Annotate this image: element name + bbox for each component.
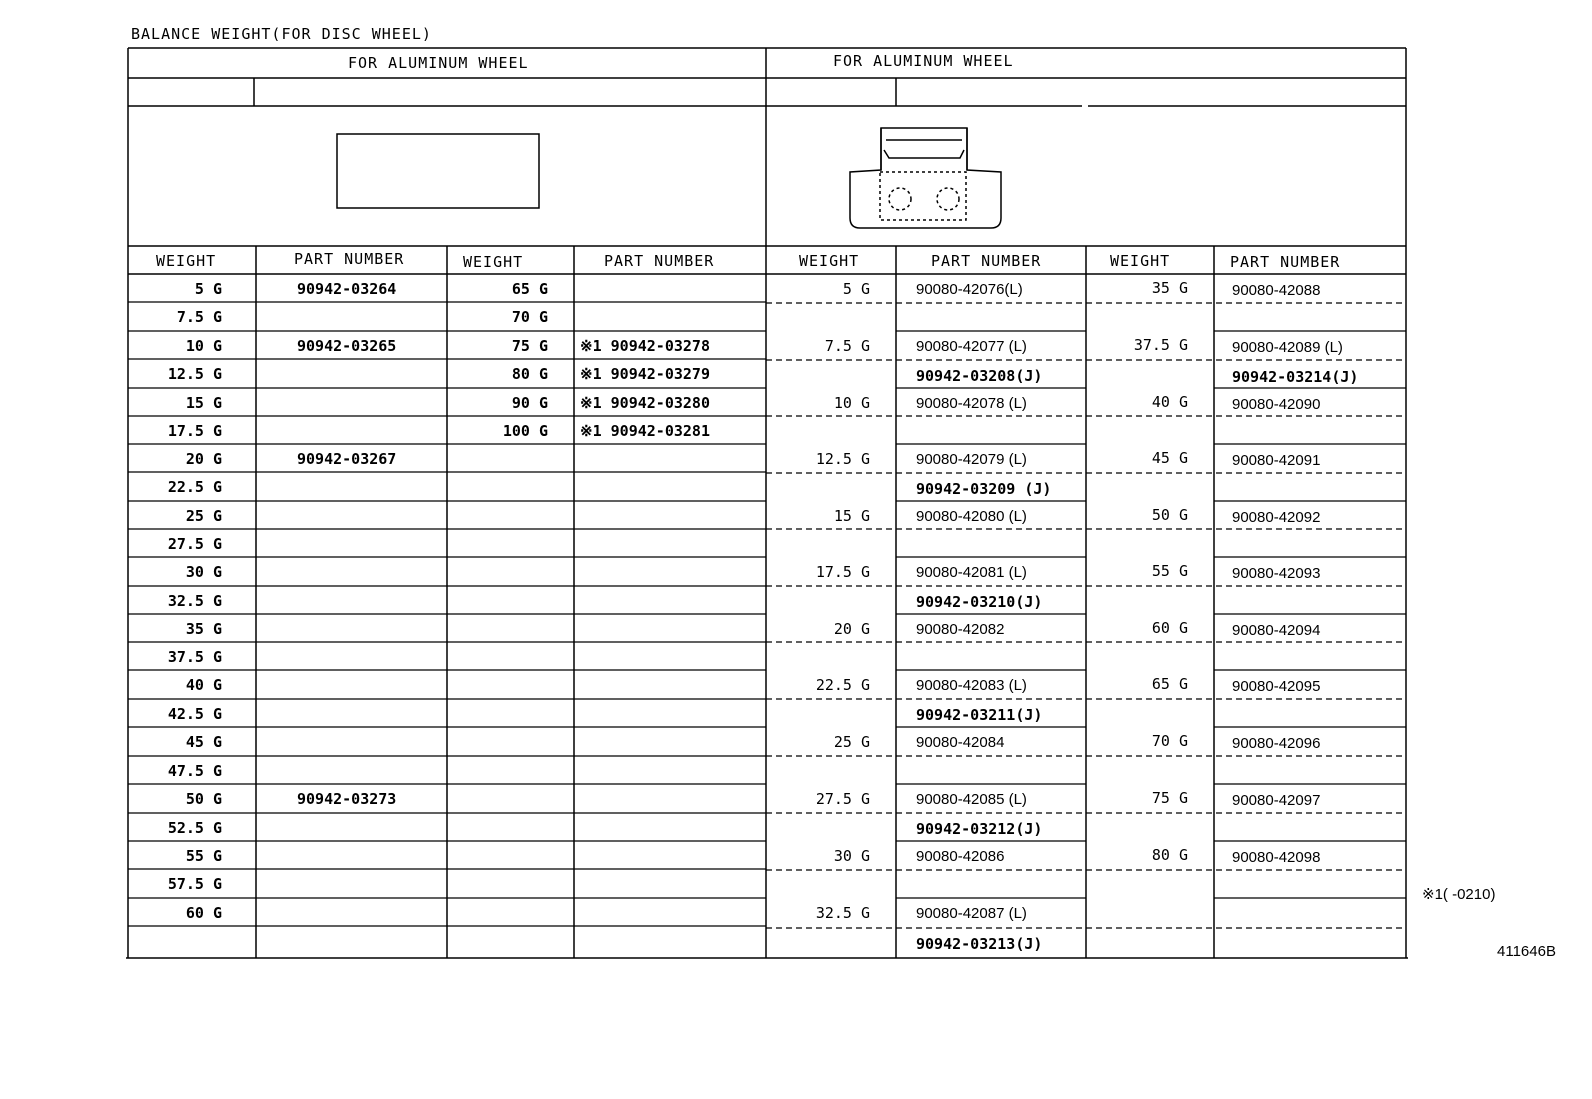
weight-cell: 100 G [502, 422, 548, 440]
col-header-part-number: PART NUMBER [294, 250, 405, 268]
part-number-cell: 90942-03210(J) [916, 593, 1043, 611]
part-number-cell: 90080-42084 [916, 734, 1005, 751]
weight-cell: 32.5 G [815, 904, 870, 922]
part-number-cell: 90080-42086 [916, 848, 1005, 865]
part-number-cell: 90080-42087 (L) [916, 905, 1027, 922]
weight-cell: 55 G [185, 847, 222, 865]
part-number-cell: 90942-03214(J) [1232, 368, 1359, 386]
weight-cell: 75 G [1151, 789, 1188, 807]
footnote: ※1( -0210) [1422, 886, 1496, 903]
weight-cell: 65 G [1151, 675, 1188, 693]
weight-cell: 5 G [842, 280, 870, 298]
part-number-cell: 90080-42096 [1232, 735, 1321, 752]
weight-cell: 27.5 G [815, 790, 870, 808]
weight-cell: 50 G [1151, 506, 1188, 524]
weight-cell: 40 G [1151, 393, 1188, 411]
part-number-cell: 90942-03267 [297, 450, 397, 468]
right-section-heading: FOR ALUMINUM WHEEL [833, 52, 1014, 70]
balance-weight-drawing [337, 134, 539, 208]
weight-cell: 22.5 G [167, 478, 222, 496]
weight-cell: 20 G [833, 620, 870, 638]
part-number-cell: 90942-03273 [297, 790, 397, 808]
weight-cell: 40 G [185, 676, 222, 694]
part-number-cell: 90942-03208(J) [916, 367, 1043, 385]
weight-cell: 42.5 G [167, 705, 222, 723]
weight-cell: 12.5 G [167, 365, 222, 383]
weight-cell: 75 G [511, 337, 548, 355]
col-header-part-number: PART NUMBER [604, 252, 715, 270]
weight-cell: 7.5 G [176, 308, 222, 326]
part-number-cell: 90080-42092 [1232, 509, 1321, 526]
weight-cell: 32.5 G [167, 592, 222, 610]
weight-cell: 17.5 G [815, 563, 870, 581]
weight-cell: 10 G [833, 394, 870, 412]
part-number-cell: 90080-42078 (L) [916, 395, 1027, 412]
weight-cell: 7.5 G [824, 337, 870, 355]
weight-cell: 20 G [185, 450, 222, 468]
col-header-weight: WEIGHT [156, 252, 217, 270]
weight-cell: 30 G [185, 563, 222, 581]
part-number-cell: 90942-03213(J) [916, 935, 1043, 953]
col-header-weight: WEIGHT [799, 252, 860, 270]
weight-cell: 27.5 G [167, 535, 222, 553]
part-number-cell: 90080-42097 [1232, 792, 1321, 809]
weight-cell: 60 G [185, 904, 222, 922]
weight-cell: 57.5 G [167, 875, 222, 893]
weight-cell: 30 G [833, 847, 870, 865]
weight-cell: 15 G [833, 507, 870, 525]
drawing-number: 411646B [1497, 943, 1556, 960]
col-header-weight: WEIGHT [1110, 252, 1171, 270]
part-number-cell: 90080-42083 (L) [916, 677, 1027, 694]
weight-cell: 25 G [185, 507, 222, 525]
part-number-cell: 90942-03211(J) [916, 706, 1043, 724]
part-number-cell: 90080-42080 (L) [916, 508, 1027, 525]
weight-cell: 65 G [511, 280, 548, 298]
part-number-cell: 90080-42082 [916, 621, 1005, 638]
part-number-cell: 90080-42094 [1232, 622, 1321, 639]
weight-cell: 5 G [194, 280, 222, 298]
part-number-cell: 90080-42088 [1232, 282, 1321, 299]
part-number-cell: ※1 90942-03278 [580, 337, 710, 355]
part-number-cell: 90080-42093 [1232, 565, 1321, 582]
weight-cell: 45 G [185, 733, 222, 751]
part-number-cell: 90942-03209 (J) [916, 480, 1052, 498]
weight-cell: 37.5 G [1133, 336, 1188, 354]
weight-cell: 55 G [1151, 562, 1188, 580]
part-number-cell: ※1 90942-03279 [580, 365, 710, 383]
weight-cell: 22.5 G [815, 676, 870, 694]
part-number-cell: 90080-42076(L) [916, 281, 1023, 298]
part-number-cell: 90942-03264 [297, 280, 397, 298]
weight-cell: 17.5 G [167, 422, 222, 440]
weight-cell: 15 G [185, 394, 222, 412]
weight-cell: 12.5 G [815, 450, 870, 468]
page-title: BALANCE WEIGHT(FOR DISC WHEEL) [131, 25, 432, 43]
part-number-cell: 90080-42098 [1232, 849, 1321, 866]
clip-weight-drawing [850, 128, 1001, 228]
left-section-heading: FOR ALUMINUM WHEEL [348, 54, 529, 72]
weight-cell: 52.5 G [167, 819, 222, 837]
weight-cell: 35 G [185, 620, 222, 638]
part-number-cell: 90080-42085 (L) [916, 791, 1027, 808]
weight-cell: 10 G [185, 337, 222, 355]
part-number-cell: ※1 90942-03281 [580, 422, 710, 440]
part-number-cell: ※1 90942-03280 [580, 394, 710, 412]
weight-cell: 70 G [511, 308, 548, 326]
part-number-cell: 90080-42095 [1232, 678, 1321, 695]
weight-cell: 70 G [1151, 732, 1188, 750]
col-header-weight: WEIGHT [463, 253, 524, 271]
weight-cell: 45 G [1151, 449, 1188, 467]
part-number-cell: 90942-03265 [297, 337, 397, 355]
weight-cell: 47.5 G [167, 762, 222, 780]
weight-cell: 35 G [1151, 279, 1188, 297]
part-number-cell: 90942-03212(J) [916, 820, 1043, 838]
part-number-cell: 90080-42089 (L) [1232, 339, 1343, 356]
weight-cell: 80 G [1151, 846, 1188, 864]
col-header-part-number: PART NUMBER [1230, 253, 1341, 271]
weight-cell: 50 G [185, 790, 222, 808]
weight-cell: 60 G [1151, 619, 1188, 637]
part-number-cell: 90080-42090 [1232, 396, 1321, 413]
part-number-cell: 90080-42079 (L) [916, 451, 1027, 468]
weight-cell: 90 G [511, 394, 548, 412]
part-number-cell: 90080-42081 (L) [916, 564, 1027, 581]
part-number-cell: 90080-42091 [1232, 452, 1321, 469]
weight-cell: 25 G [833, 733, 870, 751]
weight-cell: 37.5 G [167, 648, 222, 666]
weight-cell: 80 G [511, 365, 548, 383]
col-header-part-number: PART NUMBER [931, 252, 1042, 270]
part-number-cell: 90080-42077 (L) [916, 338, 1027, 355]
